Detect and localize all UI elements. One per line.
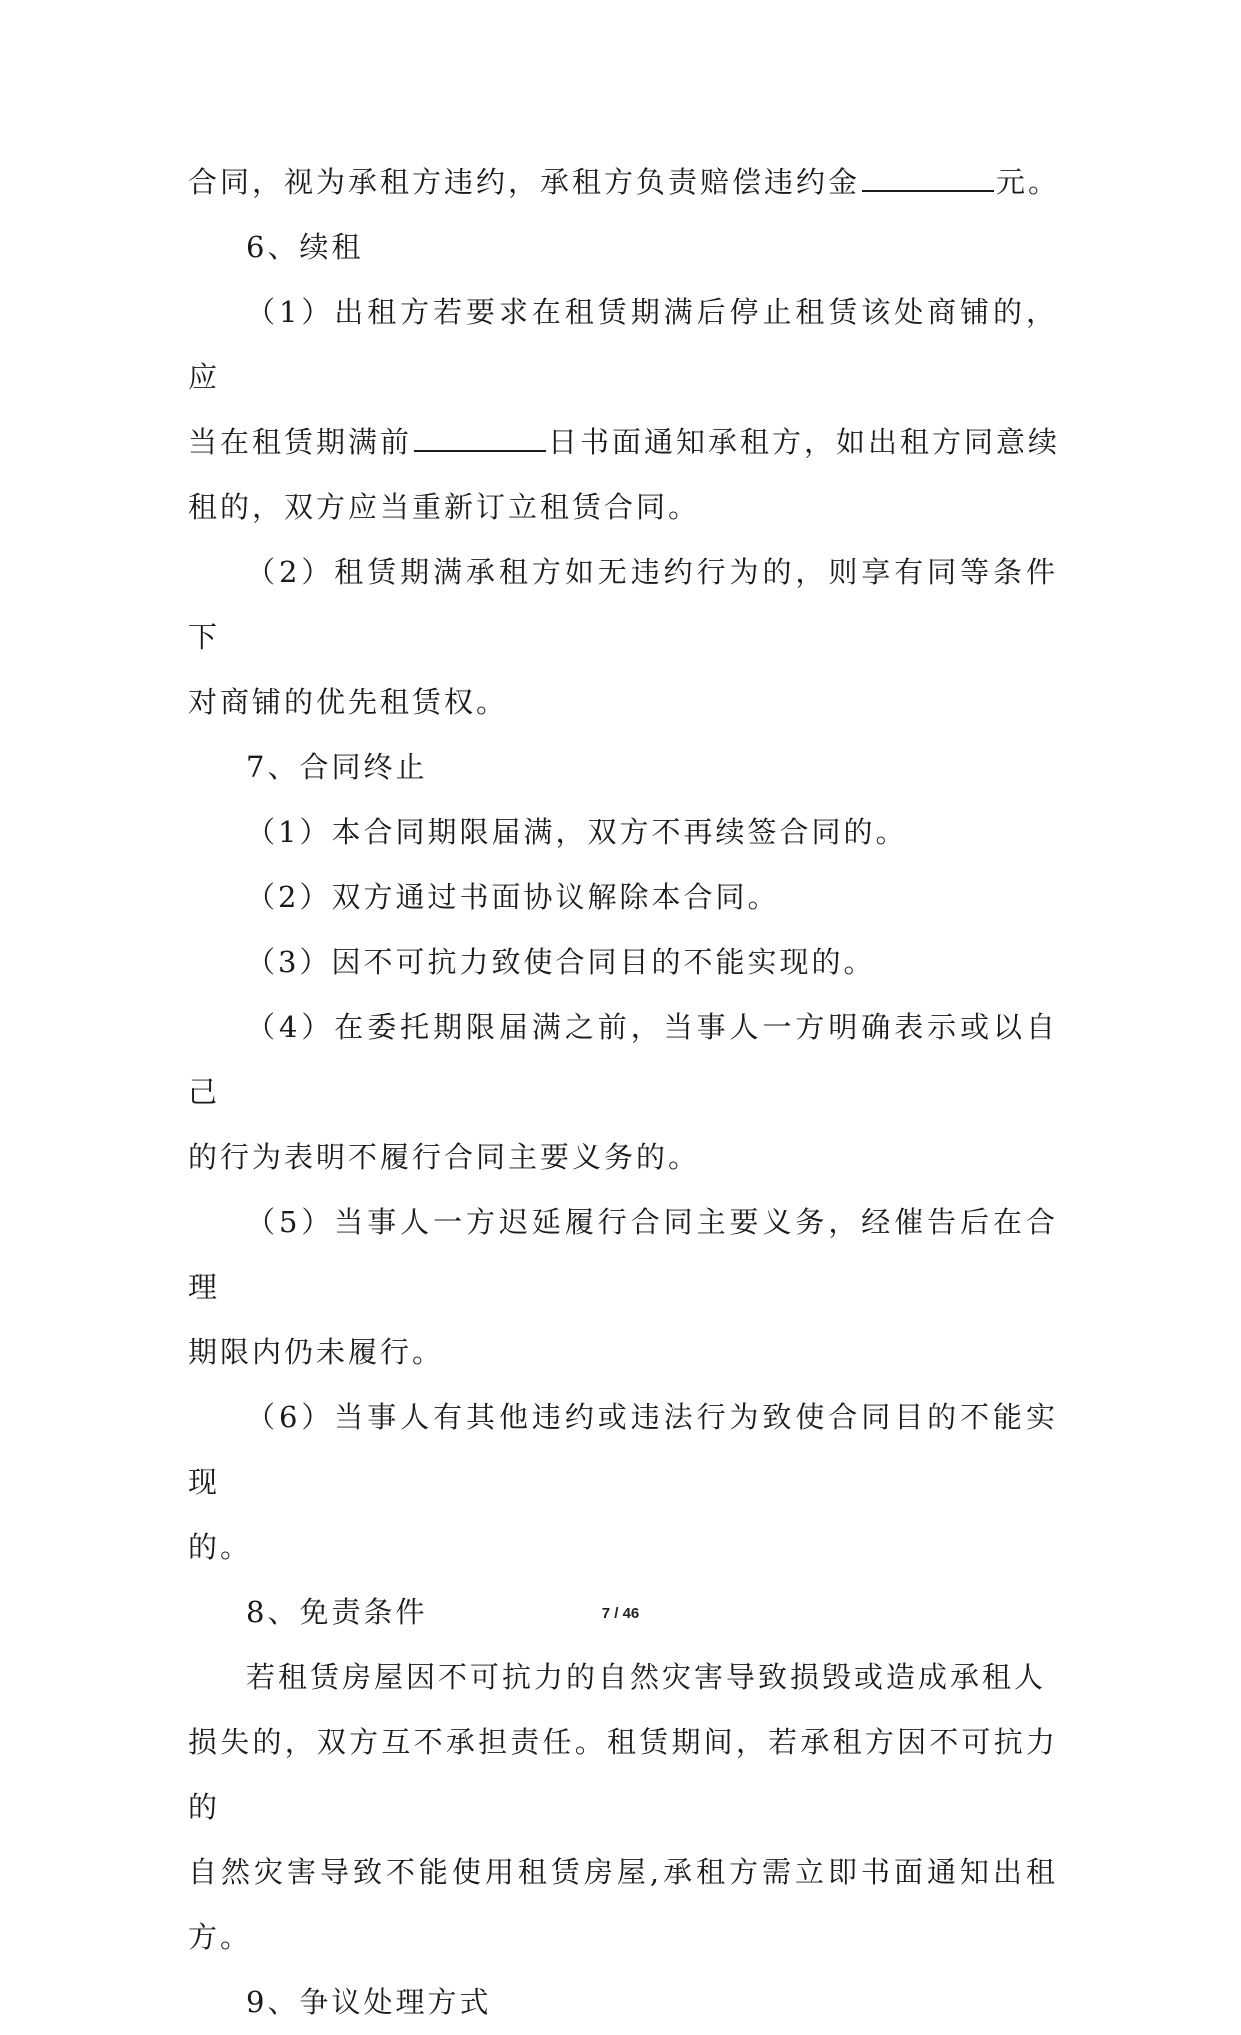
text-line: （6）当事人有其他违约或违法行为致使合同目的不能实现	[188, 1400, 1058, 1499]
document-body	[188, 150, 1061, 2035]
text-line: 的行为表明不履行合同主要义务的。	[188, 1140, 701, 1174]
text-line: （1）出租方若要求在租赁期满后停止租赁该处商铺的，应	[188, 295, 1058, 394]
section-heading-dispute: 9、争议处理方式	[246, 1985, 492, 2019]
text-line	[188, 150, 1061, 215]
text-line: 的。	[188, 1530, 253, 1564]
text-line: （2）双方通过书面协议解除本合同。	[246, 880, 780, 914]
section-heading-exemption: 8、免责条件	[246, 1595, 428, 1629]
text-line: 租的，双方应当重新订立租赁合同。	[188, 490, 701, 524]
text-segment: 合同，视为承租方违约，承租方负责赔偿违约金	[188, 165, 861, 199]
section-heading-termination: 7、合同终止	[246, 750, 428, 784]
page-number: 7 / 46	[601, 1605, 640, 1622]
text-line: 期限内仍未履行。	[188, 1335, 445, 1369]
fill-in-blank	[414, 428, 546, 452]
text-segment: 当在租赁期满前	[188, 425, 413, 459]
section-heading-renewal: 6、续租	[246, 230, 364, 264]
text-line: 若租赁房屋因不可抗力的自然灾害导致损毁或造成承租人	[246, 1660, 1047, 1694]
text-line: 自然灾害导致不能使用租赁房屋,承租方需立即书面通知出租方。	[188, 1855, 1058, 1954]
text-line: （3）因不可抗力致使合同目的不能实现的。	[246, 945, 876, 979]
text-line: （4）在委托期限届满之前，当事人一方明确表示或以自己	[188, 1010, 1058, 1109]
text-line: （1）本合同期限届满，双方不再续签合同的。	[246, 815, 908, 849]
text-line: 损失的，双方互不承担责任。租赁期间，若承租方因不可抗力的	[188, 1725, 1058, 1824]
text-line: （2）租赁期满承租方如无违约行为的，则享有同等条件下	[188, 555, 1058, 654]
text-line: （5）当事人一方迟延履行合同主要义务，经催告后在合理	[188, 1205, 1058, 1304]
text-line: 对商铺的优先租赁权。	[188, 685, 509, 719]
fill-in-blank	[862, 168, 994, 192]
text-segment: 日书面通知承租方，如出租方同意续	[548, 425, 1061, 459]
text-segment: 元。	[996, 165, 1061, 199]
text-line	[188, 410, 1061, 475]
